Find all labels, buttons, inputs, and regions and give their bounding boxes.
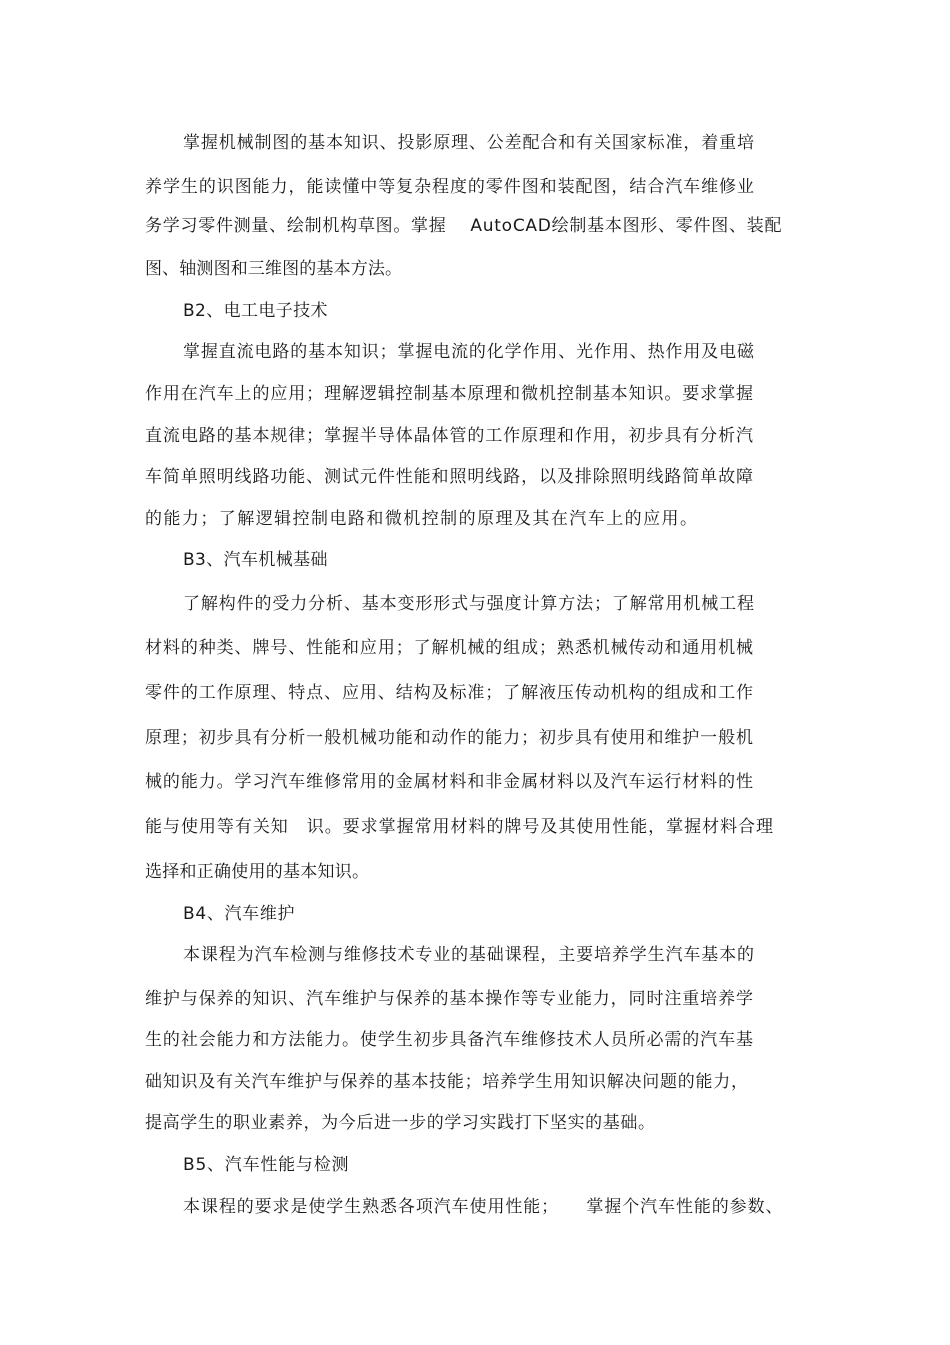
text-line: 作用在汽车上的应用；理解逻辑控制基本原理和微机控制基本知识。要求掌握 [145,384,754,404]
text-line: 养学生的识图能力，能读懂中等复杂程度的零件图和装配图，结合汽车维修业 [145,177,755,197]
section-heading: B3、汽车机械基础 [183,550,328,570]
text-line: 选择和正确使用的基本知识。 [145,862,370,882]
text-line: 原理；初步具有分析一般机械功能和动作的能力；初步具有使用和维护一般机 [145,728,754,748]
text-line: 维护与保养的知识、汽车维护与保养的基本操作等专业能力，同时注重培养学 [145,989,754,1009]
text-line: 材料的种类、牌号、性能和应用；了解机械的组成；熟悉机械传动和通用机械 [145,638,754,658]
text-line: 本课程的要求是使学生熟悉各项汽车使用性能； 掌握个汽车性能的参数、 [183,1197,784,1217]
text-line: 础知识及有关汽车维护与保养的基本技能；培养学生用知识解决问题的能力， [145,1072,749,1092]
text-line: 提高学生的职业素养，为今后进一步的学习实践打下坚实的基础。 [145,1113,656,1133]
text-line: 械的能力。学习汽车维修常用的金属材料和非金属材料以及汽车运行材料的性 [145,772,754,792]
text-line: 图、轴测图和三维图的基本方法。 [145,259,403,279]
text-line: 生的社会能力和方法能力。使学生初步具备汽车维修技术人员所必需的汽车基 [145,1030,754,1050]
text-line: 的能力；了解逻辑控制电路和微机控制的原理及其在汽车上的应用。 [145,509,699,529]
text-line: 了解构件的受力分析、基本变形形式与强度计算方法；了解常用机械工程 [183,594,755,614]
section-heading: B4、汽车维护 [183,904,296,924]
section-heading: B2、电工电子技术 [183,301,328,321]
text-line: 车简单照明线路功能、测试元件性能和照明线路，以及排除照明线路简单故障 [145,467,754,487]
text-line: 掌握直流电路的基本知识；掌握电流的化学作用、光作用、热作用及电磁 [183,342,755,362]
text-line: 零件的工作原理、特点、应用、结构及标准；了解液压传动机构的组成和工作 [145,683,754,703]
section-heading: B5、汽车性能与检测 [183,1155,350,1175]
text-line: 掌握机械制图的基本知识、投影原理、公差配合和有关国家标准，着重培 [183,133,755,153]
text-line: 直流电路的基本规律；掌握半导体晶体管的工作原理和作用，初步具有分析汽 [145,426,754,446]
text-line: 务学习零件测量、绘制机构草图。掌握 AutoCAD绘制基本图形、零件图、装配 [145,216,783,236]
text-line: 本课程为汽车检测与维修技术专业的基础课程，主要培养学生汽车基本的 [183,945,755,965]
text-line: 能与使用等有关知 识。要求掌握常用材料的牌号及其使用性能，掌握材料合理 [145,817,774,837]
